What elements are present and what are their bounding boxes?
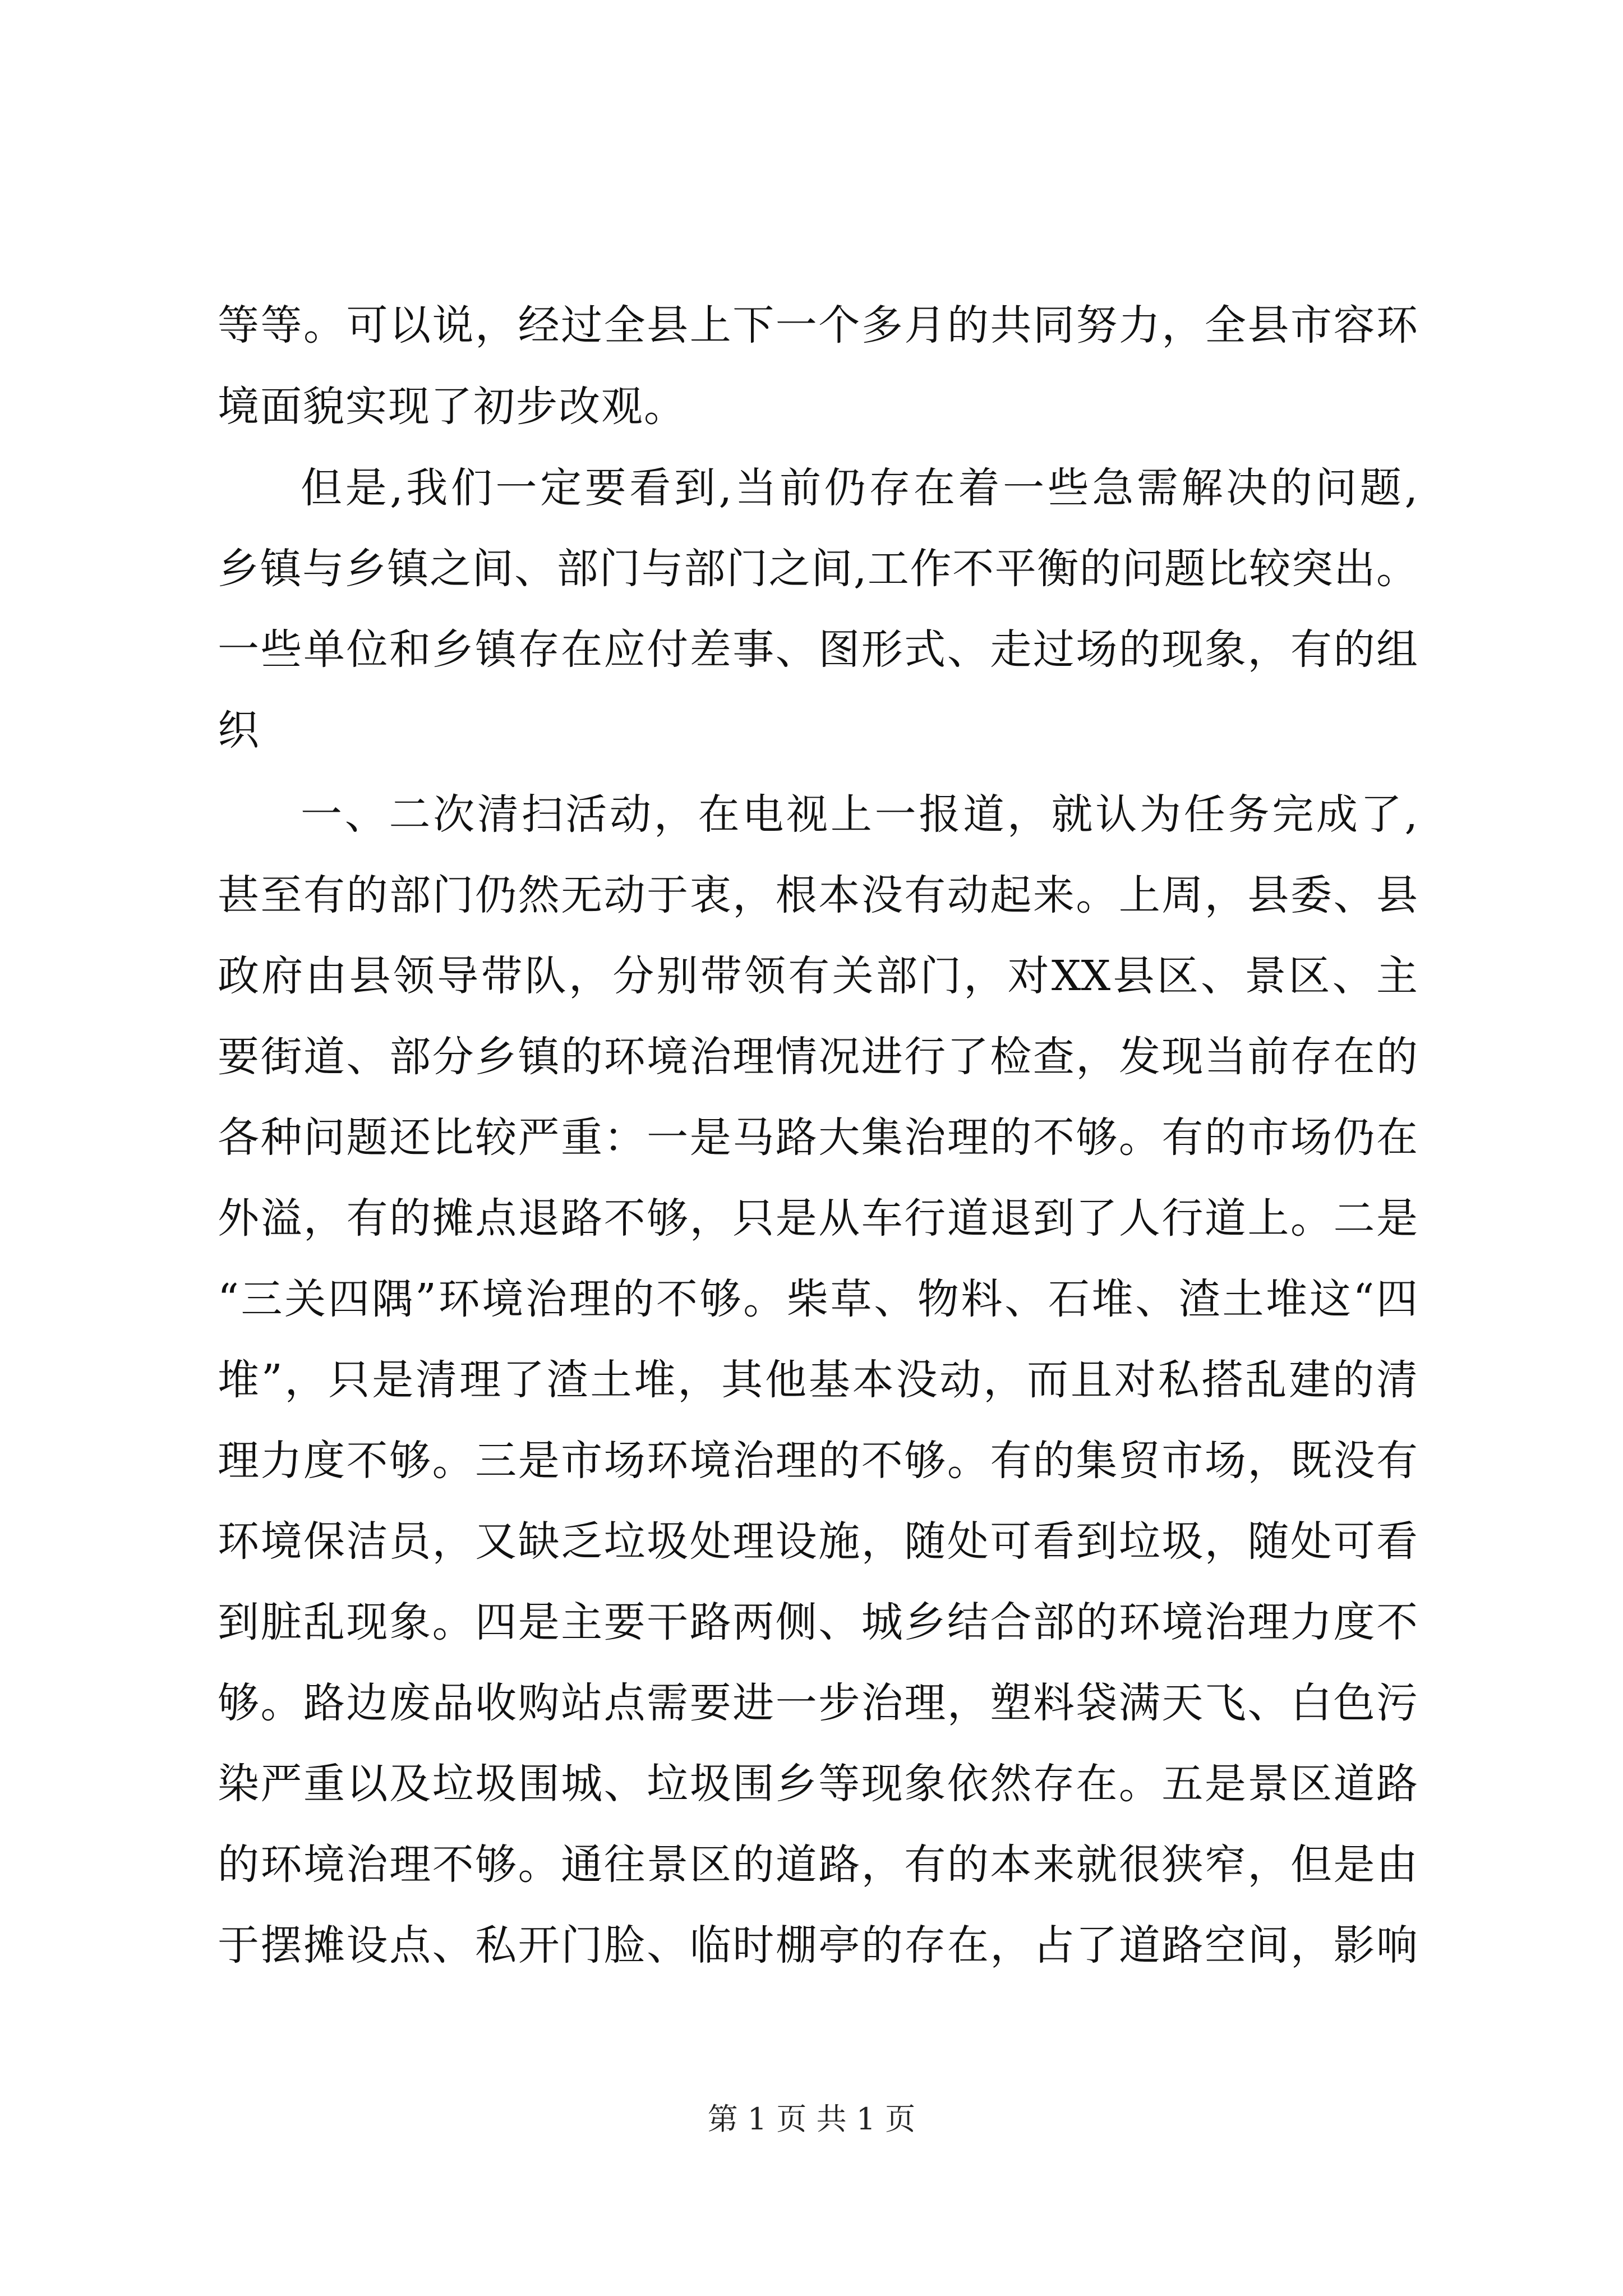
text-line: 一些单位和乡镇存在应付差事、图形式、走过场的现象，有的组: [218, 625, 1418, 674]
text-line: 外溢，有的摊点退路不够，只是从车行道退到了人行道上。二是: [218, 1194, 1418, 1243]
text-line: 甚至有的部门仍然无动于衷，根本没有动起来。上周，县委、县: [218, 871, 1418, 919]
text-line: 于摆摊设点、私开门脸、临时棚亭的存在，占了道路空间，影响: [218, 1921, 1418, 1970]
text-line: “三关四隅”环境治理的不够。柴草、物料、石堆、渣土堆这“四: [218, 1275, 1418, 1323]
text-line: 染严重以及垃圾围城、垃圾围乡等现象依然存在。五是景区道路: [218, 1760, 1418, 1808]
text-line: 环境保洁员，又缺乏垃圾处理设施，随处可看到垃圾，随处可看: [218, 1517, 1418, 1566]
text-line: 等等。可以说，经过全县上下一个多月的共同努力，全县市容环: [218, 301, 1418, 349]
text-line: 乡镇与乡镇之间、部门与部门之间,工作不平衡的问题比较突出。: [218, 545, 1418, 593]
text-line: 织: [218, 706, 260, 754]
text-line: 够。路边废品收购站点需要进一步治理，塑料袋满天飞、白色污: [218, 1679, 1418, 1727]
text-line: 各种问题还比较严重：一是马路大集治理的不够。有的市场仍在: [218, 1114, 1418, 1162]
page-number-footer: 第 1 页 共 1 页: [707, 2101, 916, 2137]
text-line: 政府由县领导带队，分别带领有关部门，对XX县区、景区、主: [218, 952, 1418, 1000]
text-line: 的环境治理不够。通往景区的道路，有的本来就很狭窄，但是由: [218, 1841, 1418, 1889]
text-line: 理力度不够。三是市场环境治理的不够。有的集贸市场，既没有: [218, 1437, 1418, 1485]
text-line: 堆”，只是清理了渣土堆，其他基本没动，而且对私搭乱建的清: [218, 1356, 1418, 1404]
text-line: 到脏乱现象。四是主要干路两侧、城乡结合部的环境治理力度不: [218, 1598, 1418, 1646]
text-line: 要街道、部分乡镇的环境治理情况进行了检查，发现当前存在的: [218, 1033, 1418, 1081]
text-line: 但是,我们一定要看到,当前仍存在着一些急需解决的问题,: [301, 464, 1418, 512]
text-line: 境面貌实现了初步改观。: [218, 383, 686, 431]
text-line: 一、二次清扫活动，在电视上一报道，就认为任务完成了,: [301, 790, 1418, 839]
